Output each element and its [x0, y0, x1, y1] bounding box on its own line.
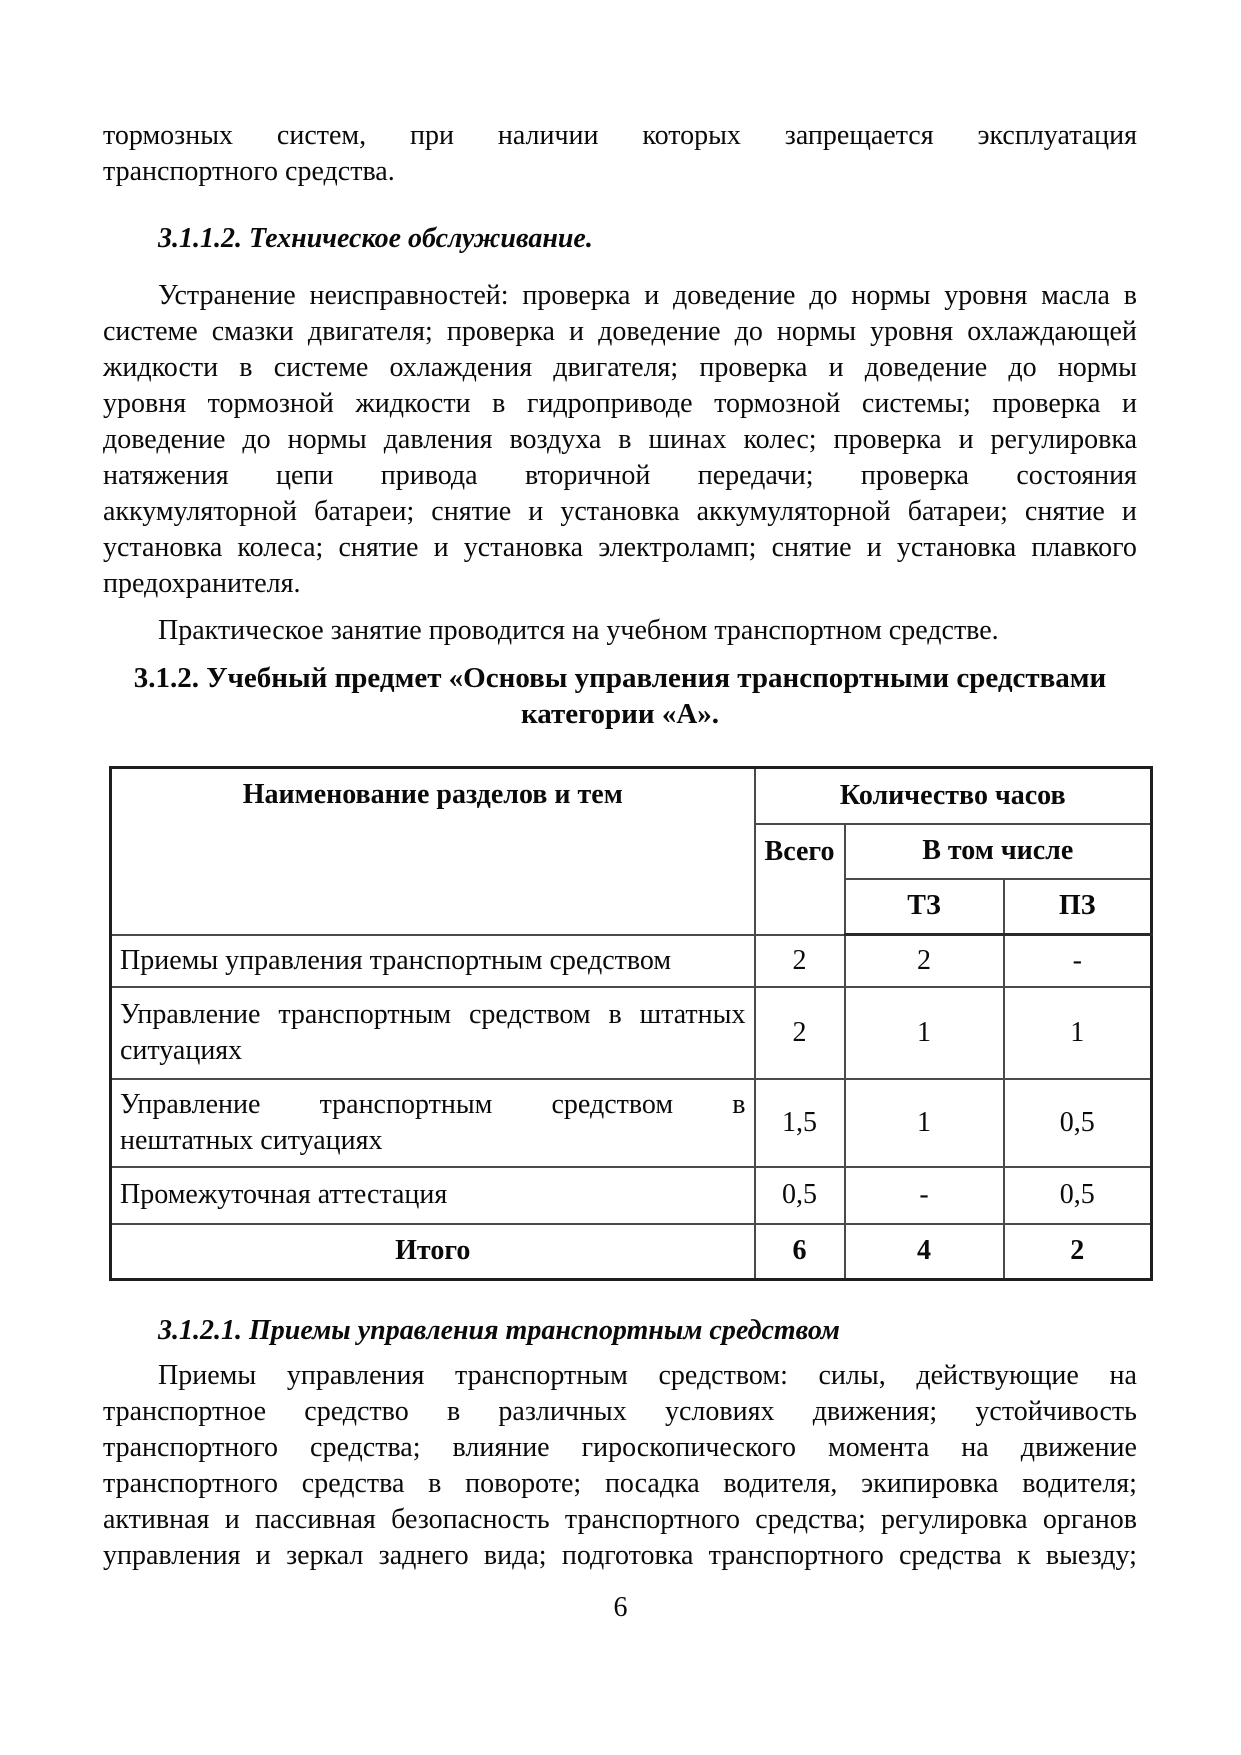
text-line: уровня тормозной жидкости в гидроприводе тормозной системы; проверка и: [103, 388, 1137, 419]
table-footer-row: [111, 1224, 1152, 1280]
footer-pz-value: 2: [1004, 1224, 1152, 1280]
paragraph-driving-techniques: [103, 1358, 1137, 1574]
footer-total-value: 6: [755, 1224, 845, 1280]
paragraph-practical-lesson: Практическое занятие проводится на учебном транспортном средстве.: [158, 615, 999, 646]
text-line: нештатных ситуациях: [120, 1124, 383, 1156]
text-line: Приемы управления транспортным средством: [120, 944, 672, 976]
cell-tz: 1: [845, 987, 1004, 1079]
text-line: натяжения цепи привода вторичной передачи; проверка состояния: [103, 460, 1137, 491]
text-line: транспортного средства.: [103, 156, 395, 187]
text-line: Устранение неисправностей: проверка и доведение до нормы уровня масла в: [158, 280, 1137, 311]
text-line: транспортного средства в повороте; посадка водителя, экипировка водителя;: [103, 1468, 1137, 1499]
header-including: В том числе: [845, 824, 1152, 879]
cell-total: 0,5: [755, 1167, 845, 1224]
cell-topic-name: [111, 935, 755, 987]
text-line: аккумуляторной батареи; снятие и установка аккумуляторной батареи; снятие и: [103, 496, 1137, 527]
cell-pz: 0,5: [1004, 1079, 1152, 1167]
paragraph-brake-systems: [103, 118, 1137, 190]
hours-table: [109, 766, 1153, 1281]
text-line: управления и зеркал заднего вида; подготовка транспортного средства к выезду;: [103, 1540, 1137, 1571]
text-line: категории «А».: [520, 698, 720, 730]
text-line: 3.1.2. Учебный предмет «Основы управления транспортными средствами: [133, 662, 1107, 694]
heading-3-1-1-2: 3.1.1.2. Техническое обслуживание.: [158, 223, 593, 254]
text-line: ситуациях: [120, 1034, 243, 1066]
cell-pz: -: [1004, 935, 1152, 987]
footer-tz-value: 4: [845, 1224, 1004, 1280]
cell-total: 2: [755, 987, 845, 1079]
text-line: Приемы управления транспортным средством: силы, действующие на: [158, 1360, 1137, 1391]
table-row: [111, 1079, 1152, 1167]
cell-tz: 2: [845, 935, 1004, 987]
cell-topic-name: [111, 1079, 755, 1167]
text-line: Управление транспортным средством в: [120, 1088, 746, 1120]
text-line: транспортного средства; влияние гироскопического момента на движение: [103, 1432, 1137, 1463]
table-row: [111, 987, 1152, 1079]
text-line: тормозных систем, при наличии которых запрещается эксплуатация: [103, 120, 1137, 151]
footer-total-label: Итого: [111, 1224, 755, 1280]
text-line: системе смазки двигателя; проверка и доведение до нормы уровня охлаждающей: [103, 316, 1137, 347]
cell-tz: 1: [845, 1079, 1004, 1167]
heading-3-1-2-1: 3.1.2.1. Приемы управления транспортным средством: [158, 1315, 840, 1346]
header-total: Всего: [755, 824, 845, 935]
heading-3-1-2: [103, 660, 1137, 732]
text-line: установка колеса; снятие и установка электроламп; снятие и установка плавкого: [103, 532, 1137, 563]
header-tz: ТЗ: [845, 879, 1004, 935]
page-number: 6: [613, 1592, 628, 1623]
text-line: Управление транспортным средством в штатных: [120, 998, 746, 1030]
text-line: транспортное средство в различных условиях движения; устойчивость: [103, 1396, 1137, 1427]
header-pz: ПЗ: [1004, 879, 1152, 935]
table-row: [111, 1167, 1152, 1224]
text-line: Промежуточная аттестация: [120, 1179, 448, 1210]
table-header-row-1: [111, 768, 1152, 824]
cell-pz: 1: [1004, 987, 1152, 1079]
cell-tz: -: [845, 1167, 1004, 1224]
header-hours-count: Количество часов: [755, 768, 1152, 824]
table-row: [111, 935, 1152, 987]
cell-total: 1,5: [755, 1079, 845, 1167]
cell-topic-name: [111, 987, 755, 1079]
cell-total: 2: [755, 935, 845, 987]
paragraph-maintenance: [103, 278, 1137, 602]
header-sections-topics: Наименование разделов и тем: [111, 768, 755, 935]
text-line: активная и пассивная безопасность транспортного средства; регулировка органов: [103, 1504, 1137, 1535]
cell-pz: 0,5: [1004, 1167, 1152, 1224]
cell-topic-name: [111, 1167, 755, 1224]
text-line: предохранителя.: [103, 568, 301, 599]
text-line: жидкости в системе охлаждения двигателя; проверка и доведение до нормы: [103, 352, 1137, 383]
text-line: доведение до нормы давления воздуха в шинах колес; проверка и регулировка: [103, 424, 1137, 455]
